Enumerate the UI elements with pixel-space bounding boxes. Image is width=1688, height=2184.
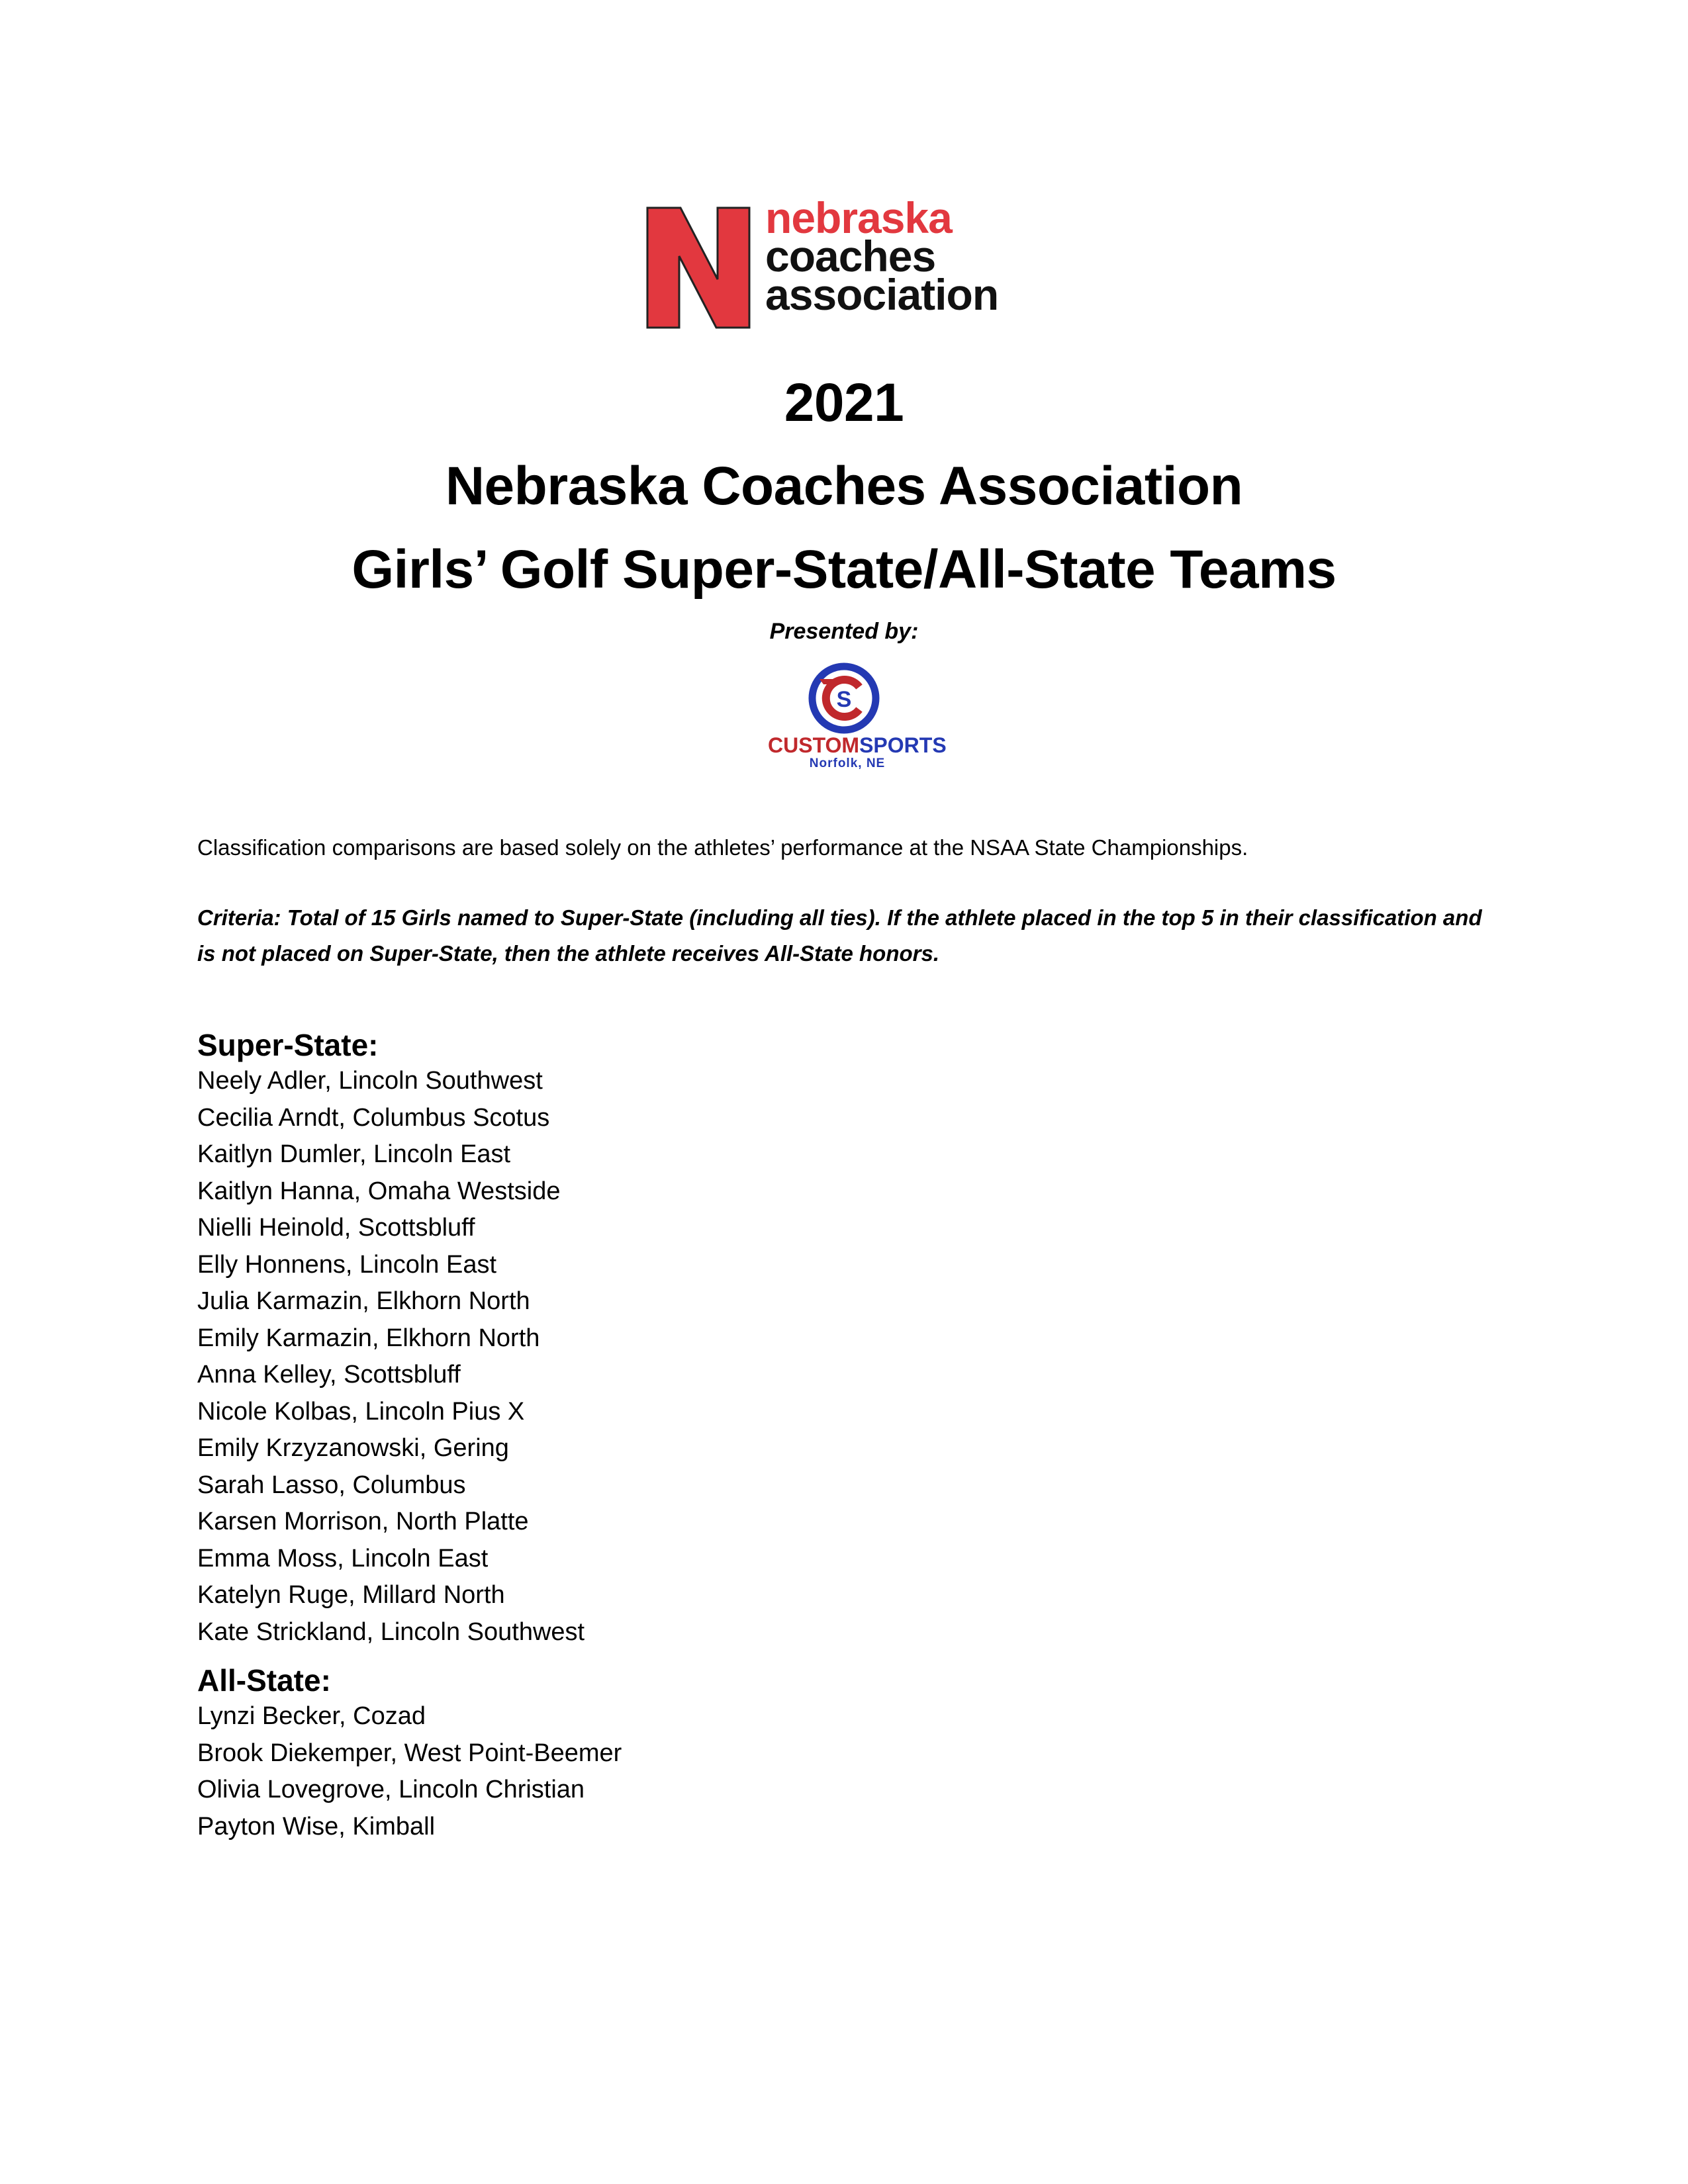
intro-paragraph: Classification comparisons are based solely on the athletes’ performance at the NSAA State Championships. (197, 835, 1248, 860)
svg-text:S: S (836, 687, 852, 712)
list-item: Payton Wise, Kimball (197, 1812, 436, 1841)
list-item: Katelyn Ruge, Millard North (197, 1581, 505, 1609)
super-state-heading: Super-State: (197, 1028, 379, 1062)
list-item: Kate Strickland, Lincoln Southwest (197, 1617, 585, 1646)
list-item: Kaitlyn Hanna, Omaha Westside (197, 1177, 561, 1205)
logo-word-coaches: coaches (765, 232, 936, 281)
nca-logo-text (765, 193, 999, 319)
all-state-list (197, 1698, 622, 1845)
sponsor-name-sports: SPORTS (859, 733, 947, 757)
custom-sports-monogram-icon (808, 662, 880, 735)
title-subtitle: Girls’ Golf Super-State/All-State Teams (352, 539, 1336, 600)
list-item: Emma Moss, Lincoln East (197, 1544, 489, 1572)
all-state-heading: All-State: (197, 1663, 331, 1698)
list-item: Anna Kelley, Scottsbluff (197, 1361, 461, 1388)
logo-word-association: association (765, 270, 999, 319)
list-item: Karsen Morrison, North Platte (197, 1508, 529, 1535)
criteria-paragraph: Criteria: Total of 15 Girls named to Super-State (including all ties). If the athlete placed in the top 5 in their classification and is not placed on Super-State, then the athlete receives All-State honors. (197, 905, 1482, 966)
sponsor-location: Norfolk, NE (809, 756, 886, 770)
list-item: Emily Karmazin, Elkhorn North (197, 1324, 540, 1352)
list-item: Lynzi Becker, Cozad (197, 1702, 426, 1730)
nca-n-logo-icon (646, 206, 751, 329)
sponsor-logo (768, 662, 947, 774)
list-item: Elly Honnens, Lincoln East (197, 1250, 497, 1279)
logo-word-nebraska: nebraska (765, 193, 952, 242)
list-item: Nielli Heinold, Scottsbluff (197, 1214, 475, 1242)
list-item: Neely Adler, Lincoln Southwest (197, 1067, 543, 1095)
title-organization: Nebraska Coaches Association (445, 456, 1243, 516)
list-item: Olivia Lovegrove, Lincoln Christian (197, 1776, 585, 1803)
presented-by-label: Presented by: (769, 619, 919, 644)
title-year: 2021 (784, 373, 904, 433)
sponsor-name-custom: CUSTOM (768, 733, 860, 757)
list-item: Nicole Kolbas, Lincoln Pius X (197, 1397, 525, 1426)
list-item: Kaitlyn Dumler, Lincoln East (197, 1140, 511, 1168)
list-item: Julia Karmazin, Elkhorn North (197, 1287, 530, 1315)
list-item: Brook Diekemper, West Point-Beemer (197, 1739, 622, 1767)
super-state-list (197, 1063, 585, 1651)
list-item: Sarah Lasso, Columbus (197, 1471, 466, 1499)
sponsor-name (768, 733, 947, 758)
list-item: Cecilia Arndt, Columbus Scotus (197, 1103, 550, 1132)
list-item: Emily Krzyzanowski, Gering (197, 1434, 509, 1462)
nca-logo (646, 193, 1043, 331)
